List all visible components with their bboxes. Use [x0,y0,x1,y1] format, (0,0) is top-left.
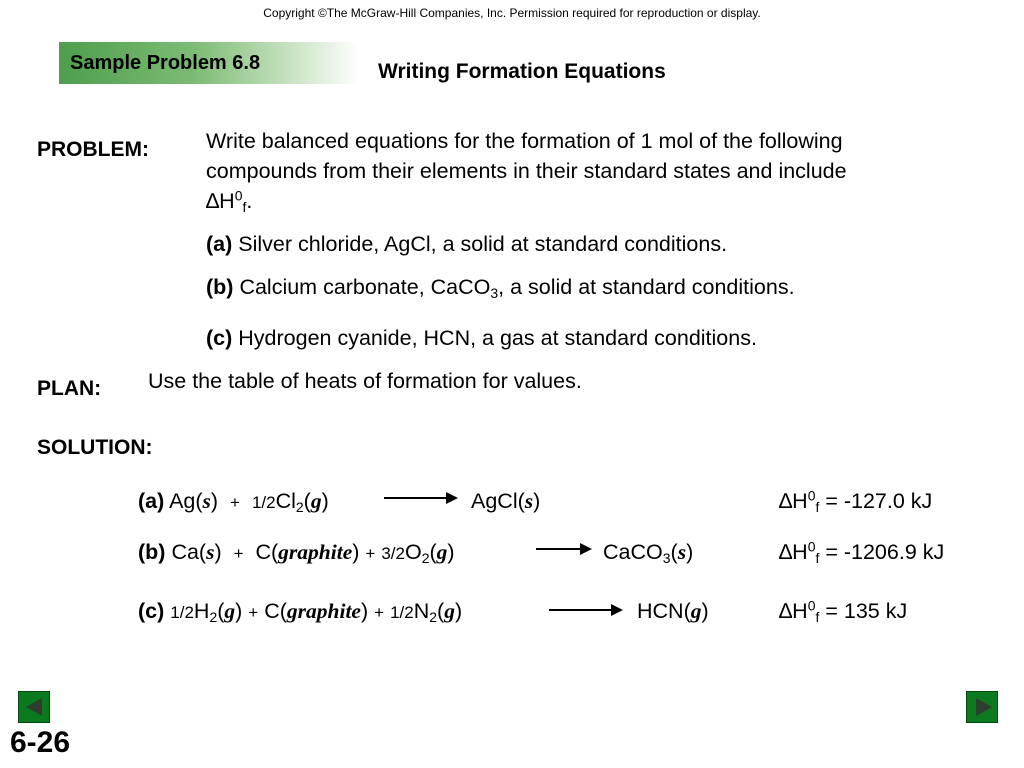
item-b-tag: (b) [206,275,234,299]
eq-c-dh: ∆H [779,599,808,623]
eq-c-product: HCN( [637,599,691,623]
eq-b-dh-value: = -1206.9 kJ [819,540,945,564]
slide-number: 6-26 [10,726,71,759]
eq-b-close: ) [214,540,222,564]
eq-c-dh-sub: f [815,609,820,626]
eq-a-dh-sup: 0 [807,487,816,504]
eq-a-plus: + [230,493,240,512]
eq-a-close2: ) [321,489,329,513]
sample-problem-label: Sample Problem 6.8 [70,52,261,74]
problem-item-c [206,323,757,353]
eq-a-dh: ∆H [779,489,808,513]
problem-period: . [246,189,253,213]
eq-b-product-close: ) [686,540,694,564]
eq-b-o: O [404,540,422,564]
eq-c-plus2: + [374,603,385,622]
delta-h-symbol: ∆H [206,189,235,213]
eq-c-state-g2: g [444,599,455,623]
eq-c-open1: ( [217,599,225,623]
next-slide-button[interactable] [966,691,998,723]
copyright-notice: Copyright ©The McGraw-Hill Companies, Inc. Permission required for reproduction or display. [263,6,761,20]
eq-b-dh-sub: f [815,550,820,567]
eq-b-graphite: graphite [278,540,353,564]
equation-b-product [603,537,693,567]
problem-statement [206,126,996,216]
problem-label: PROBLEM: [37,138,149,161]
equation-b-reactants [138,537,455,569]
item-b-text: Calcium carbonate, CaCO [239,275,491,299]
eq-a-state-s: s [202,489,211,513]
eq-c-arrow [549,609,621,611]
eq-c-coefficient2: 1/2 [390,603,414,622]
eq-a-tag: (a) [138,489,165,513]
equation-a-enthalpy [779,486,932,516]
eq-a-subscript: 2 [295,499,304,516]
eq-c-n: N [413,599,430,623]
equation-c-product [637,596,709,626]
eq-a-product: AgCl( [471,489,525,513]
eq-b-close2: ) [352,540,360,564]
eq-a-ag: Ag( [169,489,203,513]
eq-b-product: CaCO [603,540,663,564]
eq-b-product-state: s [677,540,687,564]
eq-b-state-g: g [436,540,448,564]
eq-b-product-open: ( [670,540,678,564]
eq-c-close1: ) [235,599,243,623]
problem-item-b [206,272,795,302]
eq-b-c: C( [255,540,279,564]
eq-c-close2: ) [360,599,369,623]
eq-c-dh-sup: 0 [807,597,816,614]
eq-c-open2: ( [437,599,445,623]
delta-h-subscript: f [242,199,247,216]
eq-b-ca: Ca( [171,540,207,564]
eq-c-product-close: ) [701,599,709,623]
eq-b-coefficient: 3/2 [381,544,405,563]
eq-c-product-state: g [690,599,702,623]
eq-a-state-g: g [310,489,322,513]
equation-a-product [471,486,540,516]
problem-intro-line2: compounds from their elements in their standard states and include [206,159,847,183]
eq-a-close: ) [210,489,219,513]
problem-item-a [206,229,727,259]
eq-b-plus1: + [233,544,244,563]
eq-b-tag: (b) [138,540,166,564]
solution-label: SOLUTION: [37,436,153,459]
eq-c-subscript1: 2 [209,609,218,626]
item-a-text: Silver chloride, AgCl, a solid at standard conditions. [238,232,728,256]
eq-c-c: C( [264,599,287,623]
eq-b-dh: ∆H [779,540,808,564]
eq-c-close3: ) [454,599,463,623]
plan-text: Use the table of heats of formation for values. [148,369,582,393]
item-c-text: Hydrogen cyanide, HCN, a gas at standard conditions. [238,326,757,350]
eq-c-plus1: + [248,603,259,622]
eq-b-arrow [536,548,590,550]
eq-a-dh-value: = -127.0 kJ [819,489,933,513]
eq-b-dh-sup: 0 [807,538,816,555]
item-a-tag: (a) [206,232,233,256]
eq-c-dh-value: = 135 kJ [819,599,908,623]
item-b-text-post: , a solid at standard conditions. [498,275,795,299]
eq-a-product-close: ) [533,489,541,513]
problem-intro-line1: Write balanced equations for the formation of 1 mol of the following [206,129,843,153]
eq-b-open: ( [429,540,437,564]
eq-b-product-sub: 3 [662,550,671,567]
delta-h-superscript: 0 [234,187,243,204]
eq-a-dh-sub: f [815,499,820,516]
equation-c-reactants [138,596,462,628]
slide-title: Writing Formation Equations [378,60,666,83]
item-c-tag: (c) [206,326,233,350]
equation-c-enthalpy [779,596,907,626]
eq-c-subscript2: 2 [429,609,438,626]
equation-b-enthalpy [779,537,944,567]
eq-a-cl: Cl [275,489,296,513]
item-b-subscript: 3 [490,285,499,302]
eq-c-tag: (c) [138,599,165,623]
eq-a-coefficient: 1/2 [251,493,276,512]
plan-label: PLAN: [37,377,102,400]
equation-a-reactants [138,486,329,518]
eq-b-state-s: s [206,540,215,564]
eq-a-arrow [384,497,456,499]
eq-c-coefficient1: 1/2 [170,603,194,622]
eq-a-product-state: s [524,489,534,513]
eq-b-subscript: 2 [421,550,430,567]
eq-b-close3: ) [447,540,455,564]
previous-slide-button[interactable] [18,691,50,723]
eq-a-open: ( [303,489,311,513]
eq-c-graphite: graphite [286,599,361,623]
eq-c-h: H [193,599,210,623]
eq-b-plus2: + [365,544,376,563]
eq-c-state-g1: g [224,599,236,623]
